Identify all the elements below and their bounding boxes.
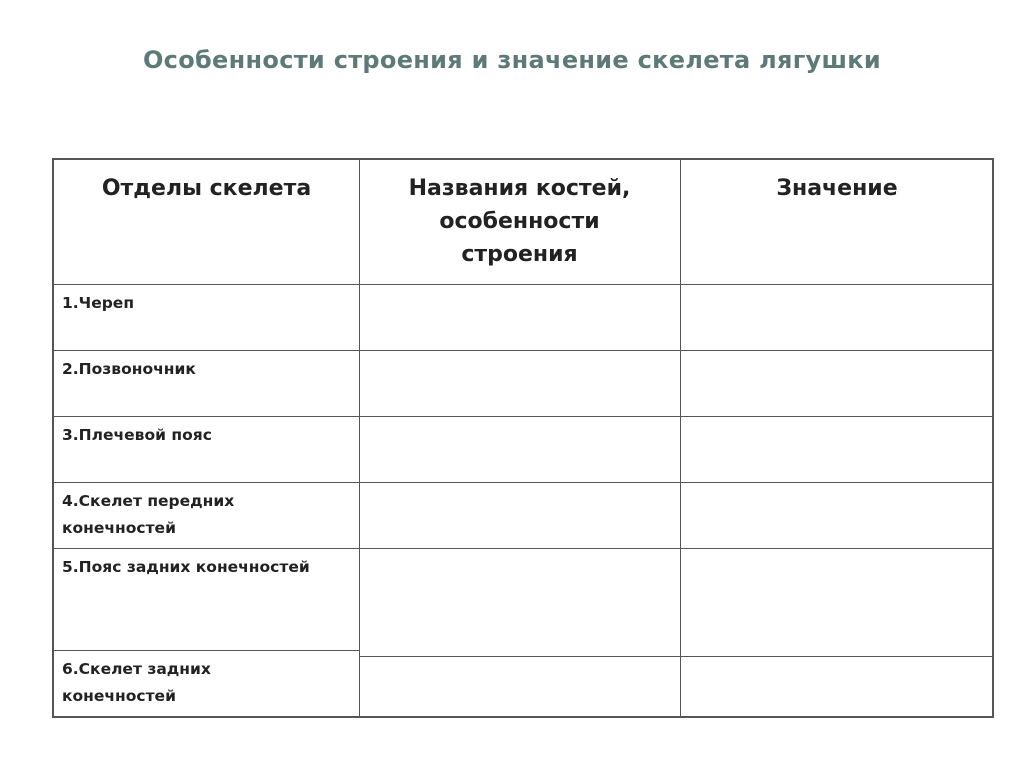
- cell-forelimbs-bones[interactable]: [359, 482, 680, 548]
- row-divider-left: [54, 650, 359, 651]
- row-divider-right: [359, 656, 992, 657]
- row-label-hindlimbs: 6.Скелет задних конечностей: [62, 660, 211, 705]
- row-label-skull: 1.Череп: [62, 294, 135, 312]
- header-meaning: Значение: [776, 176, 898, 201]
- row-label-hind-girdle: 5.Пояс задних конечностей: [62, 558, 310, 576]
- cell-spine-meaning[interactable]: [680, 350, 994, 416]
- cell-skull-meaning[interactable]: [680, 284, 994, 350]
- row-divider: [54, 350, 992, 351]
- header-divider: [54, 284, 992, 285]
- cell-hind-girdle-bones[interactable]: [359, 548, 680, 656]
- column-divider-right: [680, 160, 681, 716]
- column-divider-left: [359, 160, 360, 716]
- cell-hind-girdle-meaning[interactable]: [680, 548, 994, 656]
- header-bones: Названия костей, особенности строения: [408, 176, 631, 267]
- cell-forelimbs-meaning[interactable]: [680, 482, 994, 548]
- row-label-spine: 2.Позвоночник: [62, 360, 196, 378]
- cell-spine-bones[interactable]: [359, 350, 680, 416]
- cell-hindlimbs-bones[interactable]: [359, 656, 680, 716]
- header-sections: Отделы скелета: [101, 176, 312, 201]
- cell-skull-bones[interactable]: [359, 284, 680, 350]
- row-label-shoulder-girdle: 3.Плечевой пояс: [62, 426, 212, 444]
- row-divider: [54, 548, 992, 549]
- row-divider: [54, 416, 992, 417]
- cell-shoulder-bones[interactable]: [359, 416, 680, 482]
- skeleton-table: [52, 158, 994, 718]
- cell-hindlimbs-meaning[interactable]: [680, 656, 994, 716]
- row-divider: [54, 482, 992, 483]
- row-label-forelimbs: 4.Скелет передних конечностей: [62, 492, 235, 537]
- page-title: Особенности строения и значение скелета лягушки: [142, 46, 881, 74]
- cell-shoulder-meaning[interactable]: [680, 416, 994, 482]
